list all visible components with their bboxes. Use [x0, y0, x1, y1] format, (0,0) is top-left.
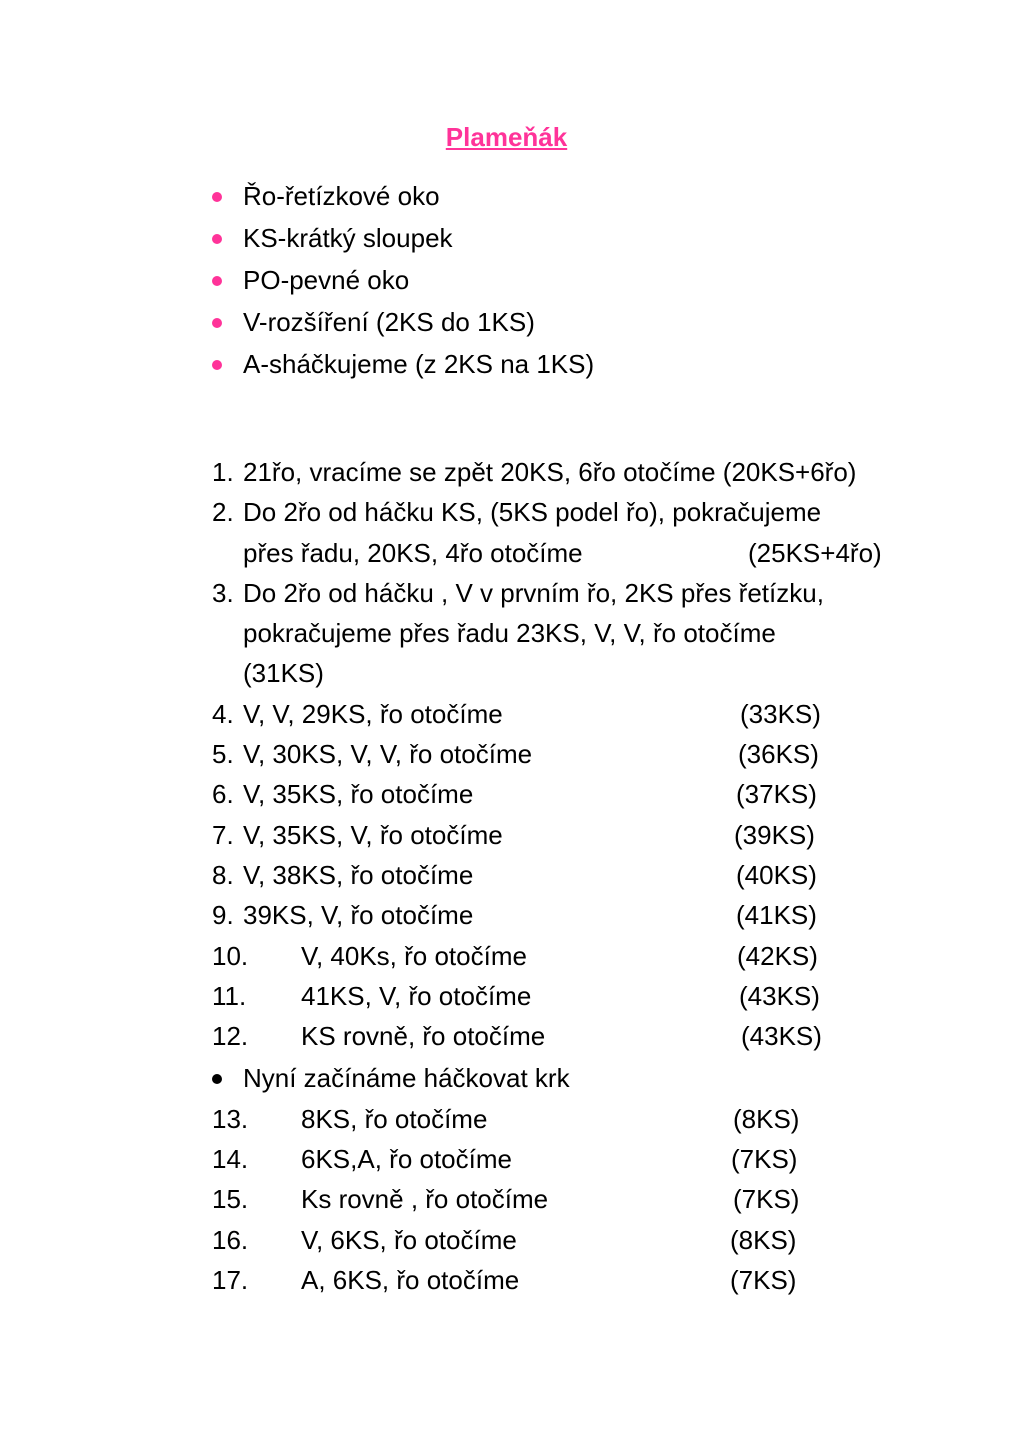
bullet-icon [212, 1074, 222, 1084]
bullet-icon [212, 360, 222, 370]
bullet-icon [212, 192, 222, 202]
bullet-icon [212, 318, 222, 328]
bullet-icon [212, 276, 222, 286]
document-page: Plameňák Řo-řetízkové oko KS-krátký sloupek PO-pevné oko V-rozšíření (2KS do 1KS) A-sháčkujeme (z 2KS na 1KS) 1. 21řo, vracíme se zpět 20KS, 6řo otočíme (20KS+6řo) 2. Do 2řo od háčku KS, (5KS podel řo), pokračujeme přes řadu, 20KS, 4řo otočíme (25KS+4řo) 3. Do 2řo od háčku , V v prvním řo, 2KS přes řetízku, pokračujeme přes řadu 23KS, V, V, řo otočíme (31KS) 4. V, V, 29KS, řo otočíme (33KS) 5. V, 30KS, V, V, řo otočíme (36KS) 6. V, 35KS, řo otočíme (37KS) 7. V, 35KS, V, řo otočíme (39KS) 8. V, 38KS, řo otočíme (40KS) 9. 39KS, V, řo otočíme (41KS) 10. V, 40Ks, řo otočíme (42KS) 11. 41KS, V, řo otočíme (43KS) 12. KS rovně, řo otočíme (43KS) Nyní začínáme háčkovat krk 13. 8KS, řo otočíme (8KS) 14. 6KS,A, řo otočíme (7KS) 15. Ks rovně , řo otočíme (7KS) 16. V, 6KS, řo otočíme (8KS) 17. A, 6KS, řo otočíme (7KS) [0, 0, 1013, 1432]
bullet-icon [212, 234, 222, 244]
page-title: Plameňák [445, 122, 568, 152]
